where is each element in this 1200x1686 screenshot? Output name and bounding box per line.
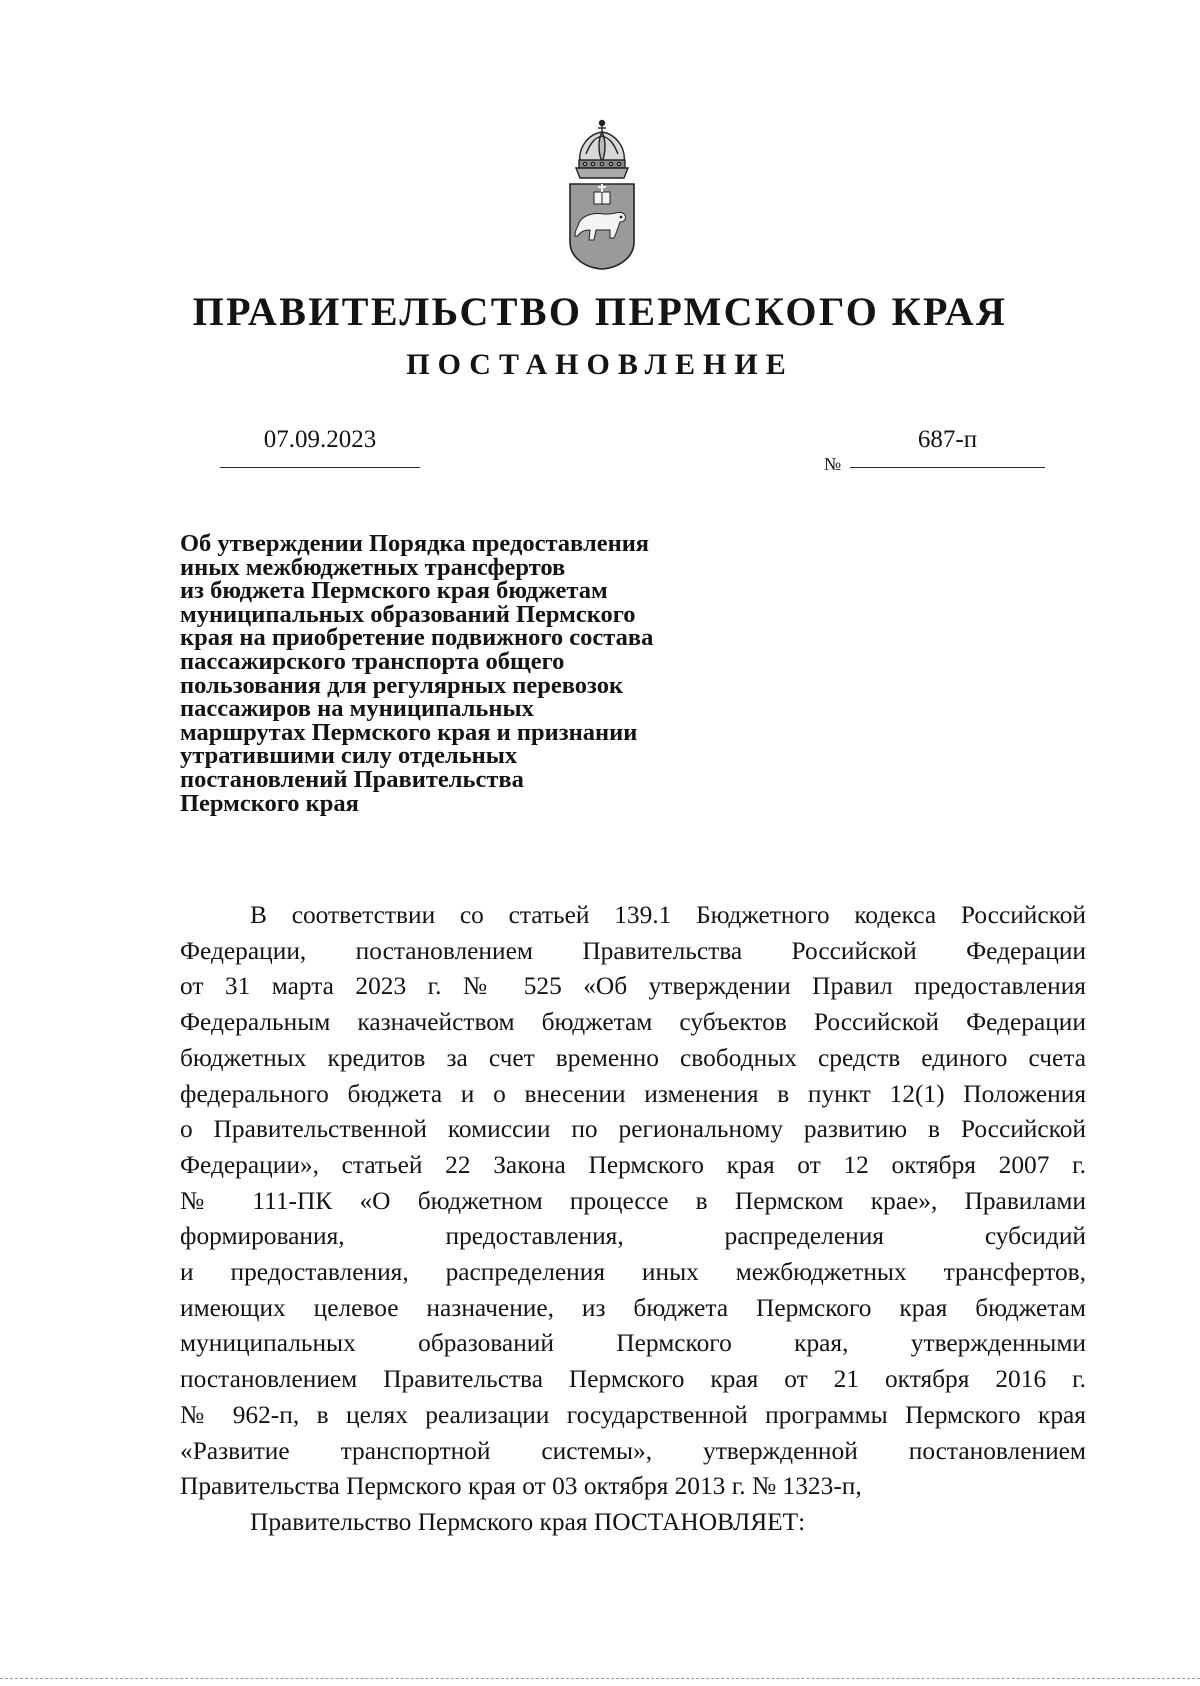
document-subject xyxy=(180,532,740,815)
subject-line: иных межбюджетных трансфертов xyxy=(180,553,566,581)
subject-line: Об утверждении Порядка предоставления xyxy=(180,530,650,557)
government-title: ПРАВИТЕЛЬСТВО ПЕРМСКОГО КРАЯ xyxy=(192,289,1008,334)
body-line: Федеральным казначейством бюджетам субъектов Российской Федерации xyxy=(180,1008,1086,1037)
subject-line: пассажирского транспорта общего xyxy=(180,647,565,675)
subject-line: постановлений Правительства xyxy=(180,765,524,793)
subject-line: Пермского края xyxy=(180,789,359,817)
body-line: постановлением Правительства Пермского края от 21 октября 2016 г. xyxy=(180,1365,1086,1394)
subject-line: из бюджета Пермского края бюджетам xyxy=(180,577,608,605)
body-line: формирования, предоставления, распределения субсидий xyxy=(180,1222,1086,1251)
document-date: 07.09.2023 xyxy=(263,426,377,453)
coat-of-arms-icon xyxy=(568,118,636,270)
crown-icon xyxy=(576,121,628,179)
subject-line: маршрутах Пермского края и признании xyxy=(180,718,638,746)
body-line: муниципальных образований Пермского края, утвержденными xyxy=(180,1329,1086,1358)
body-line: Федерации, постановлением Правительства Российской Федерации xyxy=(180,936,1086,965)
subject-line: утратившими силу отдельных xyxy=(180,742,518,770)
body-line: Федерации», статьей 22 Закона Пермского края от 12 октября 2007 г. xyxy=(180,1150,1086,1179)
body-line: № 111-ПК «О бюджетном процессе в Пермском крае», Правилами xyxy=(180,1186,1086,1215)
number-label: № xyxy=(824,454,842,474)
body-line: № 962-п, в целях реализации государственной программы Пермского края xyxy=(180,1400,1086,1429)
document-type-title: ПОСТАНОВЛЕНИЕ xyxy=(406,348,794,381)
scan-edge-divider xyxy=(0,1678,1200,1679)
number-underline xyxy=(850,467,1045,468)
body-line: Правительства Пермского края от 03 октября 2013 г. № 1323-п, xyxy=(180,1472,862,1501)
body-line: и предоставления, распределения иных межбюджетных трансфертов, xyxy=(180,1258,1086,1287)
body-line: федерального бюджета и о внесении изменения в пункт 12(1) Положения xyxy=(180,1079,1086,1108)
document-body xyxy=(180,898,1086,1541)
subject-line: пассажиров на муниципальных xyxy=(180,695,534,723)
body-line: «Развитие транспортной системы», утвержденной постановлением xyxy=(180,1436,1086,1465)
document-number: 687-п xyxy=(917,426,978,453)
subject-line: муниципальных образований Пермского xyxy=(180,600,636,628)
body-line: бюджетных кредитов за счет временно свободных средств единого счета xyxy=(180,1043,1086,1072)
body-line: В соответствии со статьей 139.1 Бюджетного кодекса Российской xyxy=(250,901,1086,929)
body-line: имеющих целевое назначение, из бюджета Пермского края бюджетам xyxy=(180,1293,1086,1322)
date-underline xyxy=(220,467,420,468)
subject-line: края на приобретение подвижного состава xyxy=(180,624,654,652)
body-line: от 31 марта 2023 г. № 525 «Об утверждении Правил предоставления xyxy=(180,972,1086,1001)
decree-line: Правительство Пермского края ПОСТАНОВЛЯЕТ: xyxy=(250,1507,806,1536)
body-line: о Правительственной комиссии по региональному развитию в Российской xyxy=(180,1115,1086,1144)
subject-line: пользования для регулярных перевозок xyxy=(180,671,624,699)
shield-icon xyxy=(570,184,634,269)
